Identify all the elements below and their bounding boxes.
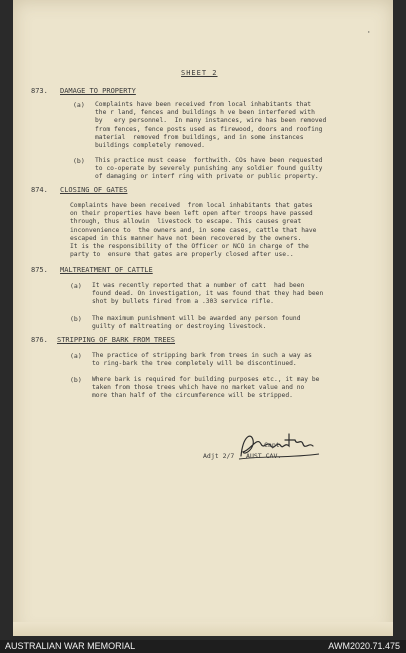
item-letter: (b) <box>70 376 82 384</box>
margin-mark: ' <box>366 30 371 38</box>
sheet-title: SHEET 2 <box>181 69 218 77</box>
item-letter: (a) <box>73 101 85 109</box>
section-number: 874. <box>31 186 48 194</box>
section-heading: CLOSING OF GATES <box>60 186 128 194</box>
signature-title: Capt. <box>264 441 284 449</box>
item-letter: (b) <box>73 157 85 165</box>
item-letter: (a) <box>70 282 82 290</box>
footer-source: AUSTRALIAN WAR MEMORIAL <box>5 641 136 651</box>
archive-footer <box>0 640 406 653</box>
section-heading: STRIPPING OF BARK FROM TREES <box>57 336 176 344</box>
section-heading: MALTREATMENT OF CATTLE <box>60 266 153 274</box>
item-letter: (b) <box>70 315 82 323</box>
section-body: Complaints have been received from local inhabitants that gates on their properties have been left open after troops have passed through, thus allowin livestock to escape. This causes great inconvenience to the owners and, in some cases, cattle that have escaped in this manner have not been recovered by the owners. It is the responsibility of the Officer or NCO in charge of the party to ensure that gates are properly closed after use.. <box>70 202 317 259</box>
footer-accession: AWM2020.71.475 <box>328 641 400 651</box>
section-heading: DAMAGE TO PROPERTY <box>60 87 136 95</box>
signature-line: Adjt 2/7 AUST CAV. <box>203 452 282 460</box>
item-text: This practice must cease forthwith. COs have been requested to co-operate by severely punishing any soldier found guilty of damaging or interf ring with private or public property. <box>95 157 323 181</box>
section-number: 875. <box>31 266 48 274</box>
section-number: 873. <box>31 87 48 95</box>
item-text: The maximum punishment will be awarded any person found guilty of maltreating or destroying livestock. <box>92 315 301 331</box>
item-text: Complaints have been received from local inhabitants that the r land, fences and buildings h ve been interfered with by ery personnel. In many instances, wire has been removed from fences, fence posts used as firewood, doors and roofing material removed from buildings, and in some instances buildings completely removed. <box>95 101 327 150</box>
item-text: The practice of stripping bark from trees in such a way as to ring-bark the tree completely will be discontinued. <box>92 352 312 368</box>
item-text: It was recently reported that a number of catt had been found dead. On investigation, it was found that they had been shot by bullets fired from a .303 service rifle. <box>92 282 324 306</box>
item-text: Where bark is required for building purposes etc., it may be taken from those trees which have no market value and no more than half of the circumference will be stripped. <box>92 376 320 400</box>
section-number: 876. <box>31 336 48 344</box>
item-letter: (a) <box>70 352 82 360</box>
document-page <box>13 0 393 636</box>
